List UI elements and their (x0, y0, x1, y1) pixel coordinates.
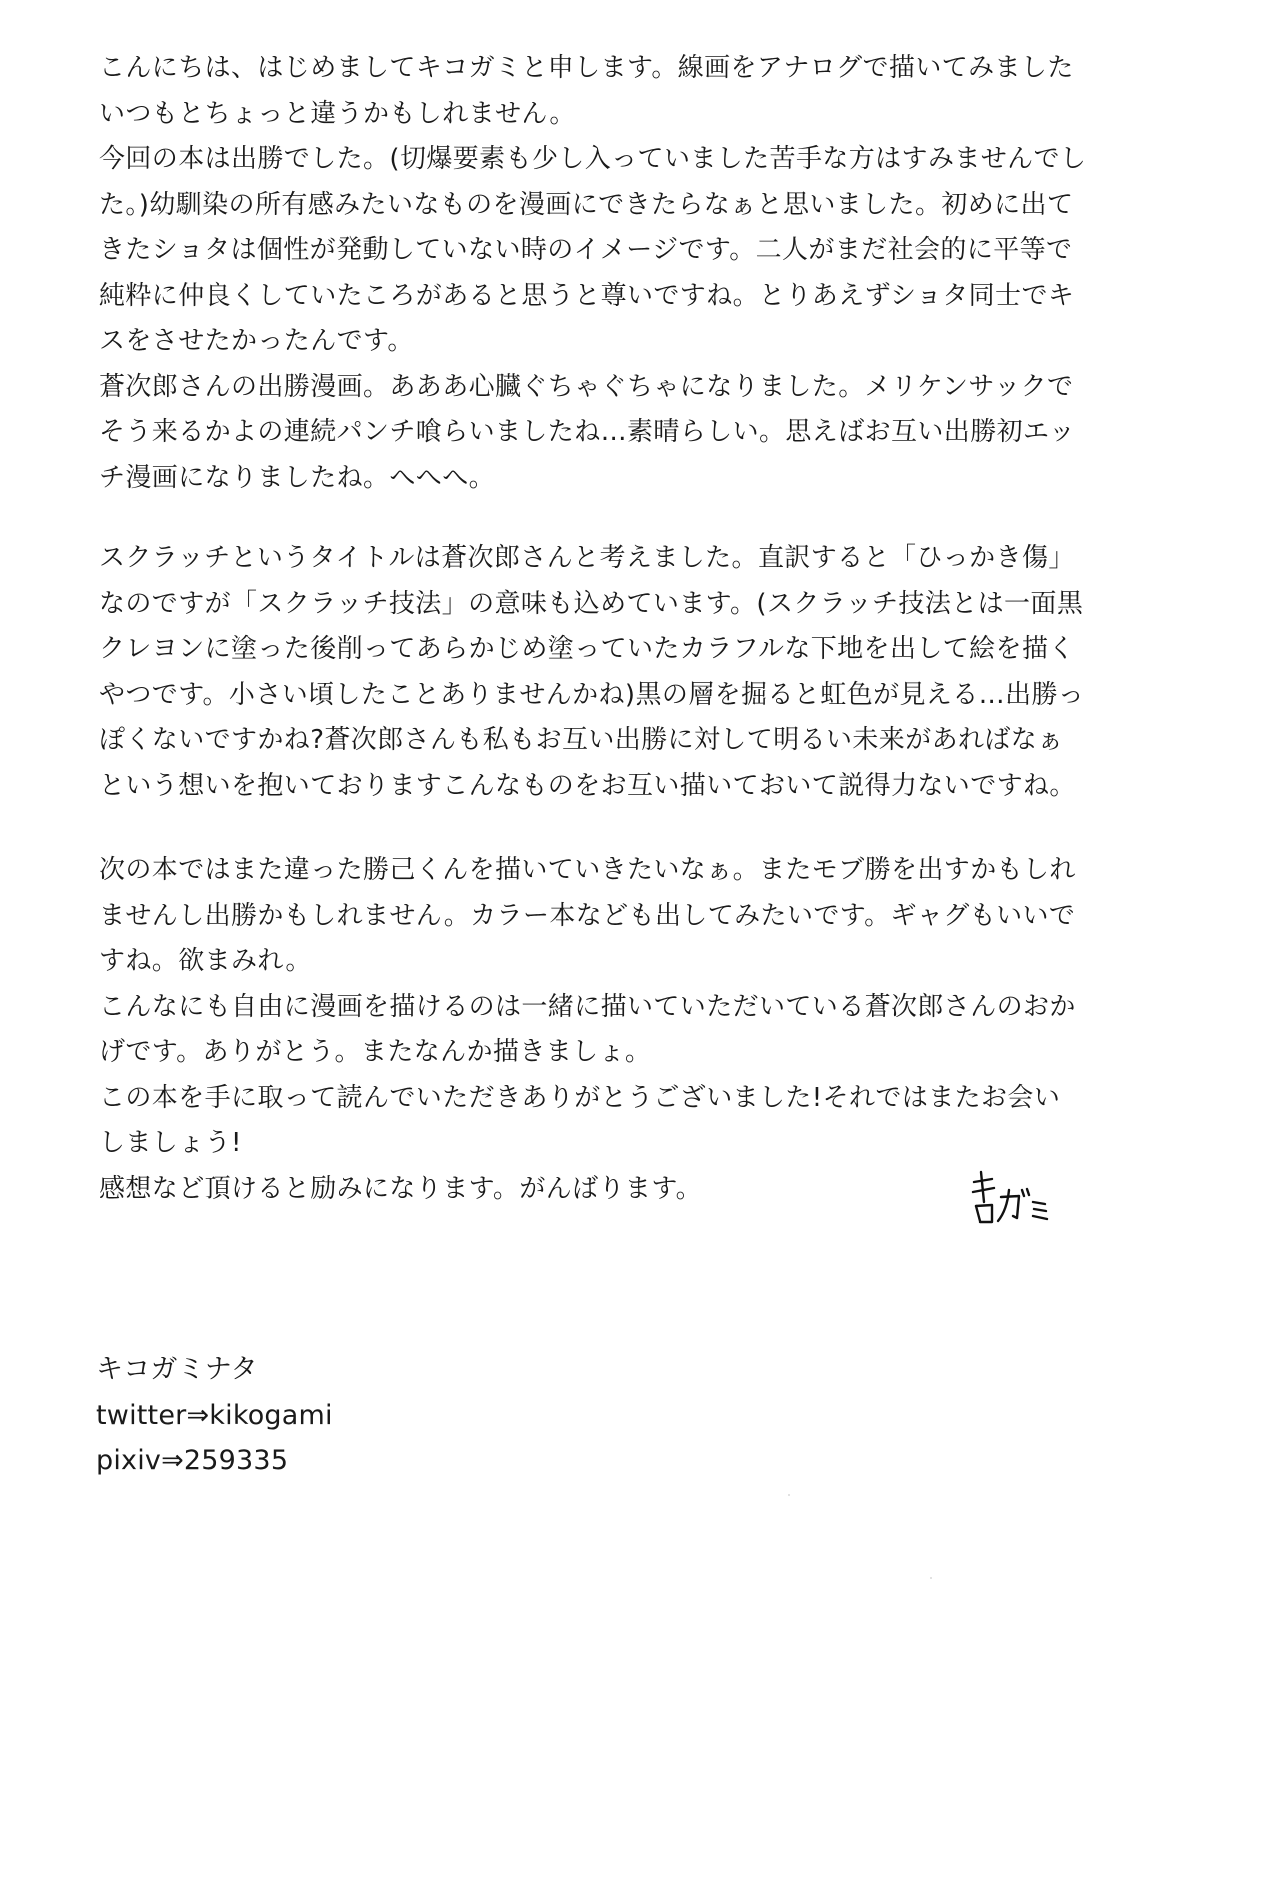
text-line: なのですが「スクラッチ技法」の意味も込めています。(スクラッチ技法とは一面黒 (99, 588, 1084, 619)
text-line: こんにちは、はじめましてキコガミと申します。線画をアナログで描いてみました (99, 53, 1074, 83)
text-line: 蒼次郎さんの出勝漫画。あああ心臓ぐちゃぐちゃになりました。メリケンサックで (99, 371, 1074, 402)
text-line: という想いを抱いておりますこんなものをお互い描いておいて説得力ないですね。 (99, 770, 1076, 801)
text-line: いつもとちょっと違うかもしれません。 (99, 98, 576, 129)
text-line: スをさせたかったんです。 (99, 326, 414, 356)
text-line: すね。欲まみれ。 (99, 946, 312, 976)
text-line: きたショタは個性が発動していない時のイメージです。二人がまだ社会的に平等で (99, 235, 1073, 265)
pixiv-id: pixiv⇒259335 (96, 1445, 289, 1476)
text-line: チ漫画になりましたね。へへへ。 (99, 462, 496, 493)
text-line: た。)幼馴染の所有感みたいなものを漫画にできたらなぁと思いました。初めに出て (99, 189, 1074, 220)
text-line: 今回の本は出勝でした。(切爆要素も少し入っていました苦手な方はすみませんでし (99, 144, 1087, 174)
afterword-paragraph-group-3 (99, 848, 1076, 1212)
paper-speck (788, 1494, 790, 1496)
afterword-paragraph-group-1 (99, 46, 1087, 501)
text-line: 感想など頂けると励みになります。がんばります。 (99, 1173, 703, 1204)
text-line: やつです。小さい頃したことありませんかね)黒の層を掘ると虹色が見える…出勝っ (99, 679, 1085, 710)
text-line: スクラッチというタイトルは蒼次郎さんと考えました。直訳すると「ひっかき傷」 (99, 543, 1075, 573)
signature-drawing (970, 1166, 1050, 1226)
text-line: こんなにも自由に漫画を描けるのは一緒に描いていただいている蒼次郎さんのおか (99, 991, 1076, 1022)
twitter-handle: twitter⇒kikogami (96, 1399, 333, 1431)
text-line: この本を手に取って読んでいただきありがとうございました!それではまたお会い (99, 1082, 1061, 1113)
text-line: そう来るかよの連続パンチ喰らいましたね…素晴らしい。思えばお互い出勝初エッ (99, 417, 1076, 447)
text-line: げです。ありがとう。またなんか描きましょ。 (99, 1037, 652, 1067)
afterword-paragraph-group-2 (99, 536, 1085, 809)
author-contact-info (96, 1347, 333, 1484)
text-line: ませんし出勝かもしれません。カラー本なども出してみたいです。ギャグもいいで (99, 900, 1076, 931)
text-line: クレヨンに塗った後削ってあらかじめ塗っていたカラフルな下地を出して絵を描く (99, 634, 1075, 664)
paper-speck (930, 1577, 932, 1579)
handwritten-signature (970, 1166, 1050, 1226)
author-name: キコガミナタ (96, 1354, 258, 1385)
text-line: 次の本ではまた違った勝己くんを描いていきたいなぁ。またモブ勝を出すかもしれ (99, 855, 1076, 885)
text-line: ぽくないですかね?蒼次郎さんも私もお互い出勝に対して明るい未来があればなぁ (99, 725, 1064, 755)
text-line: 純粋に仲良くしていたころがあると思うと尊いですね。とりあえずショタ同士でキ (99, 280, 1075, 311)
text-line: しましょう! (99, 1128, 242, 1158)
